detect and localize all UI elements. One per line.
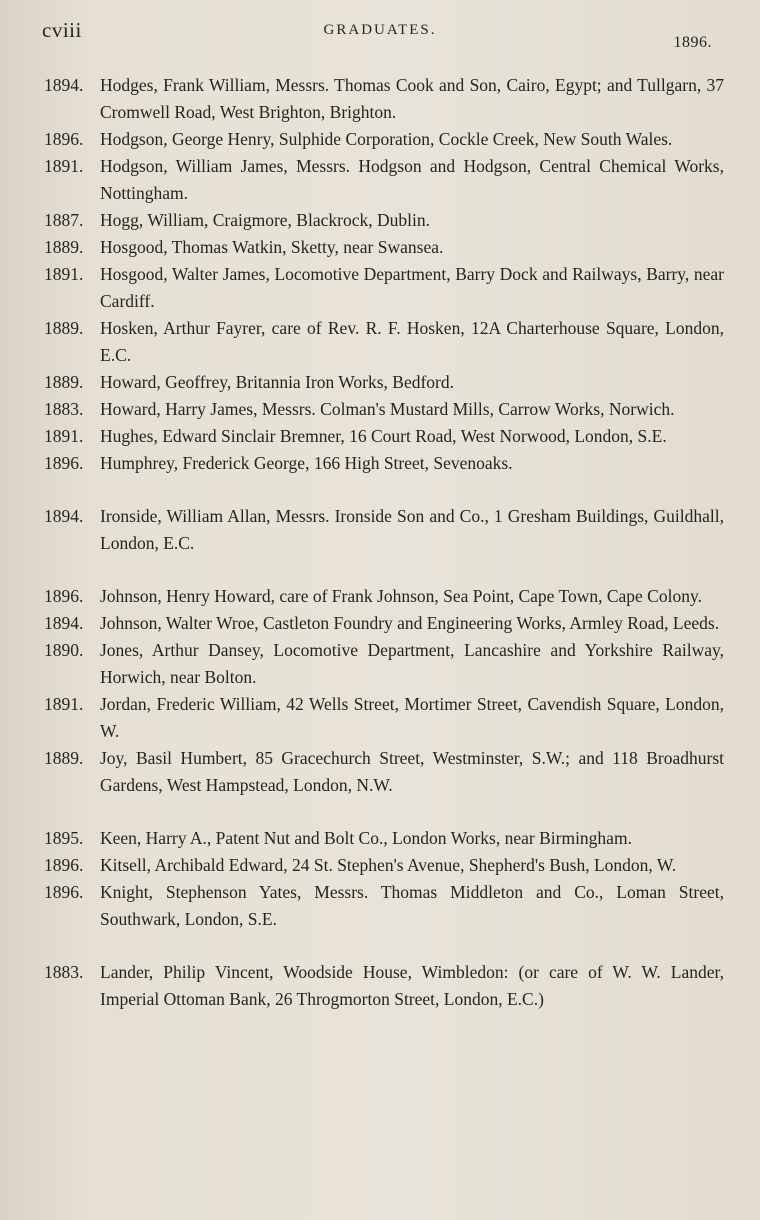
entry-year: 1883. — [44, 399, 84, 419]
list-item — [44, 959, 724, 1013]
entry-year: 1894. — [44, 613, 84, 633]
list-item — [44, 72, 724, 126]
entry-year: 1894. — [44, 506, 84, 526]
entry-year: 1894. — [44, 75, 84, 95]
entry-year: 1891. — [44, 264, 84, 284]
list-item — [44, 261, 724, 315]
section-gap — [44, 477, 724, 503]
entry-text: Howard, Harry James, Messrs. Colman's Mustard Mills, Carrow Works, Norwich. — [100, 399, 675, 419]
entry-year: 1889. — [44, 372, 84, 392]
entry-year: 1896. — [44, 855, 84, 875]
entry-text: Jones, Arthur Dansey, Locomotive Department, Lancashire and Yorkshire Railway, Horwich, near Bolton. — [100, 640, 724, 687]
entry-text: Hogg, William, Craigmore, Blackrock, Dublin. — [100, 210, 430, 230]
entry-text: Knight, Stephenson Yates, Messrs. Thomas Middleton and Co., Loman Street, Southwark, London, S.E. — [100, 882, 724, 929]
running-title: GRADUATES. — [323, 22, 437, 38]
list-item — [44, 691, 724, 745]
list-item — [44, 879, 724, 933]
list-item — [44, 745, 724, 799]
entry-year: 1889. — [44, 318, 84, 338]
list-item — [44, 583, 724, 610]
entry-text: Hughes, Edward Sinclair Bremner, 16 Court Road, West Norwood, London, S.E. — [100, 426, 667, 446]
graduate-list — [44, 72, 724, 1013]
list-item — [44, 126, 724, 153]
entry-text: Hosken, Arthur Fayrer, care of Rev. R. F. Hosken, 12A Charterhouse Square, London, E.C. — [100, 318, 724, 365]
list-item — [44, 396, 724, 423]
section-gap — [44, 557, 724, 583]
page-number: cviii — [42, 18, 82, 42]
entry-text: Hosgood, Thomas Watkin, Sketty, near Swansea. — [100, 237, 444, 257]
entry-text: Keen, Harry A., Patent Nut and Bolt Co., London Works, near Birmingham. — [100, 828, 632, 848]
entry-year: 1896. — [44, 129, 84, 149]
entry-text: Hodgson, William James, Messrs. Hodgson and Hodgson, Central Chemical Works, Nottingham. — [100, 156, 724, 203]
list-item — [44, 207, 724, 234]
entry-year: 1891. — [44, 426, 84, 446]
entry-year: 1891. — [44, 156, 84, 176]
list-item — [44, 315, 724, 369]
list-item — [44, 450, 724, 477]
entry-text: Humphrey, Frederick George, 166 High Street, Sevenoaks. — [100, 453, 513, 473]
entry-year: 1883. — [44, 962, 84, 982]
page-header — [0, 0, 760, 70]
entry-text: Johnson, Henry Howard, care of Frank Johnson, Sea Point, Cape Town, Cape Colony. — [100, 586, 702, 606]
section-gap — [44, 799, 724, 825]
entry-text: Hodges, Frank William, Messrs. Thomas Cook and Son, Cairo, Egypt; and Tullgarn, 37 Cromwell Road, West Brighton, Brighton. — [100, 75, 724, 122]
list-item — [44, 423, 724, 450]
entry-text: Lander, Philip Vincent, Woodside House, Wimbledon: (or care of W. W. Lander, Imperial Ottoman Bank, 26 Throgmorton Street, London, E.C.) — [100, 962, 724, 1009]
list-item — [44, 825, 724, 852]
entry-year: 1891. — [44, 694, 84, 714]
entry-text: Johnson, Walter Wroe, Castleton Foundry and Engineering Works, Armley Road, Leeds. — [100, 613, 720, 633]
entry-year: 1896. — [44, 882, 84, 902]
entry-year: 1895. — [44, 828, 84, 848]
entry-text: Hodgson, George Henry, Sulphide Corporation, Cockle Creek, New South Wales. — [100, 129, 673, 149]
list-item — [44, 610, 724, 637]
entry-text: Howard, Geoffrey, Britannia Iron Works, Bedford. — [100, 372, 455, 392]
entry-year: 1890. — [44, 640, 84, 660]
entry-year: 1887. — [44, 210, 84, 230]
entry-text: Kitsell, Archibald Edward, 24 St. Stephen's Avenue, Shepherd's Bush, London, W. — [100, 855, 677, 875]
entry-year: 1889. — [44, 748, 84, 768]
list-item — [44, 153, 724, 207]
list-item — [44, 234, 724, 261]
list-item — [44, 852, 724, 879]
list-item — [44, 503, 724, 557]
entry-year: 1896. — [44, 586, 84, 606]
entry-year: 1896. — [44, 453, 84, 473]
list-item — [44, 369, 724, 396]
entry-text: Joy, Basil Humbert, 85 Gracechurch Street, Westminster, S.W.; and 118 Broadhurst Gardens, West Hampstead, London, N.W. — [100, 748, 724, 795]
entry-text: Hosgood, Walter James, Locomotive Department, Barry Dock and Railways, Barry, near Cardiff. — [100, 264, 724, 311]
section-gap — [44, 933, 724, 959]
list-item — [44, 637, 724, 691]
entry-year: 1889. — [44, 237, 84, 257]
entry-text: Ironside, William Allan, Messrs. Ironside Son and Co., 1 Gresham Buildings, Guildhall, London, E.C. — [100, 506, 724, 553]
header-year: 1896. — [673, 34, 712, 51]
entry-text: Jordan, Frederic William, 42 Wells Street, Mortimer Street, Cavendish Square, London, W. — [100, 694, 724, 741]
